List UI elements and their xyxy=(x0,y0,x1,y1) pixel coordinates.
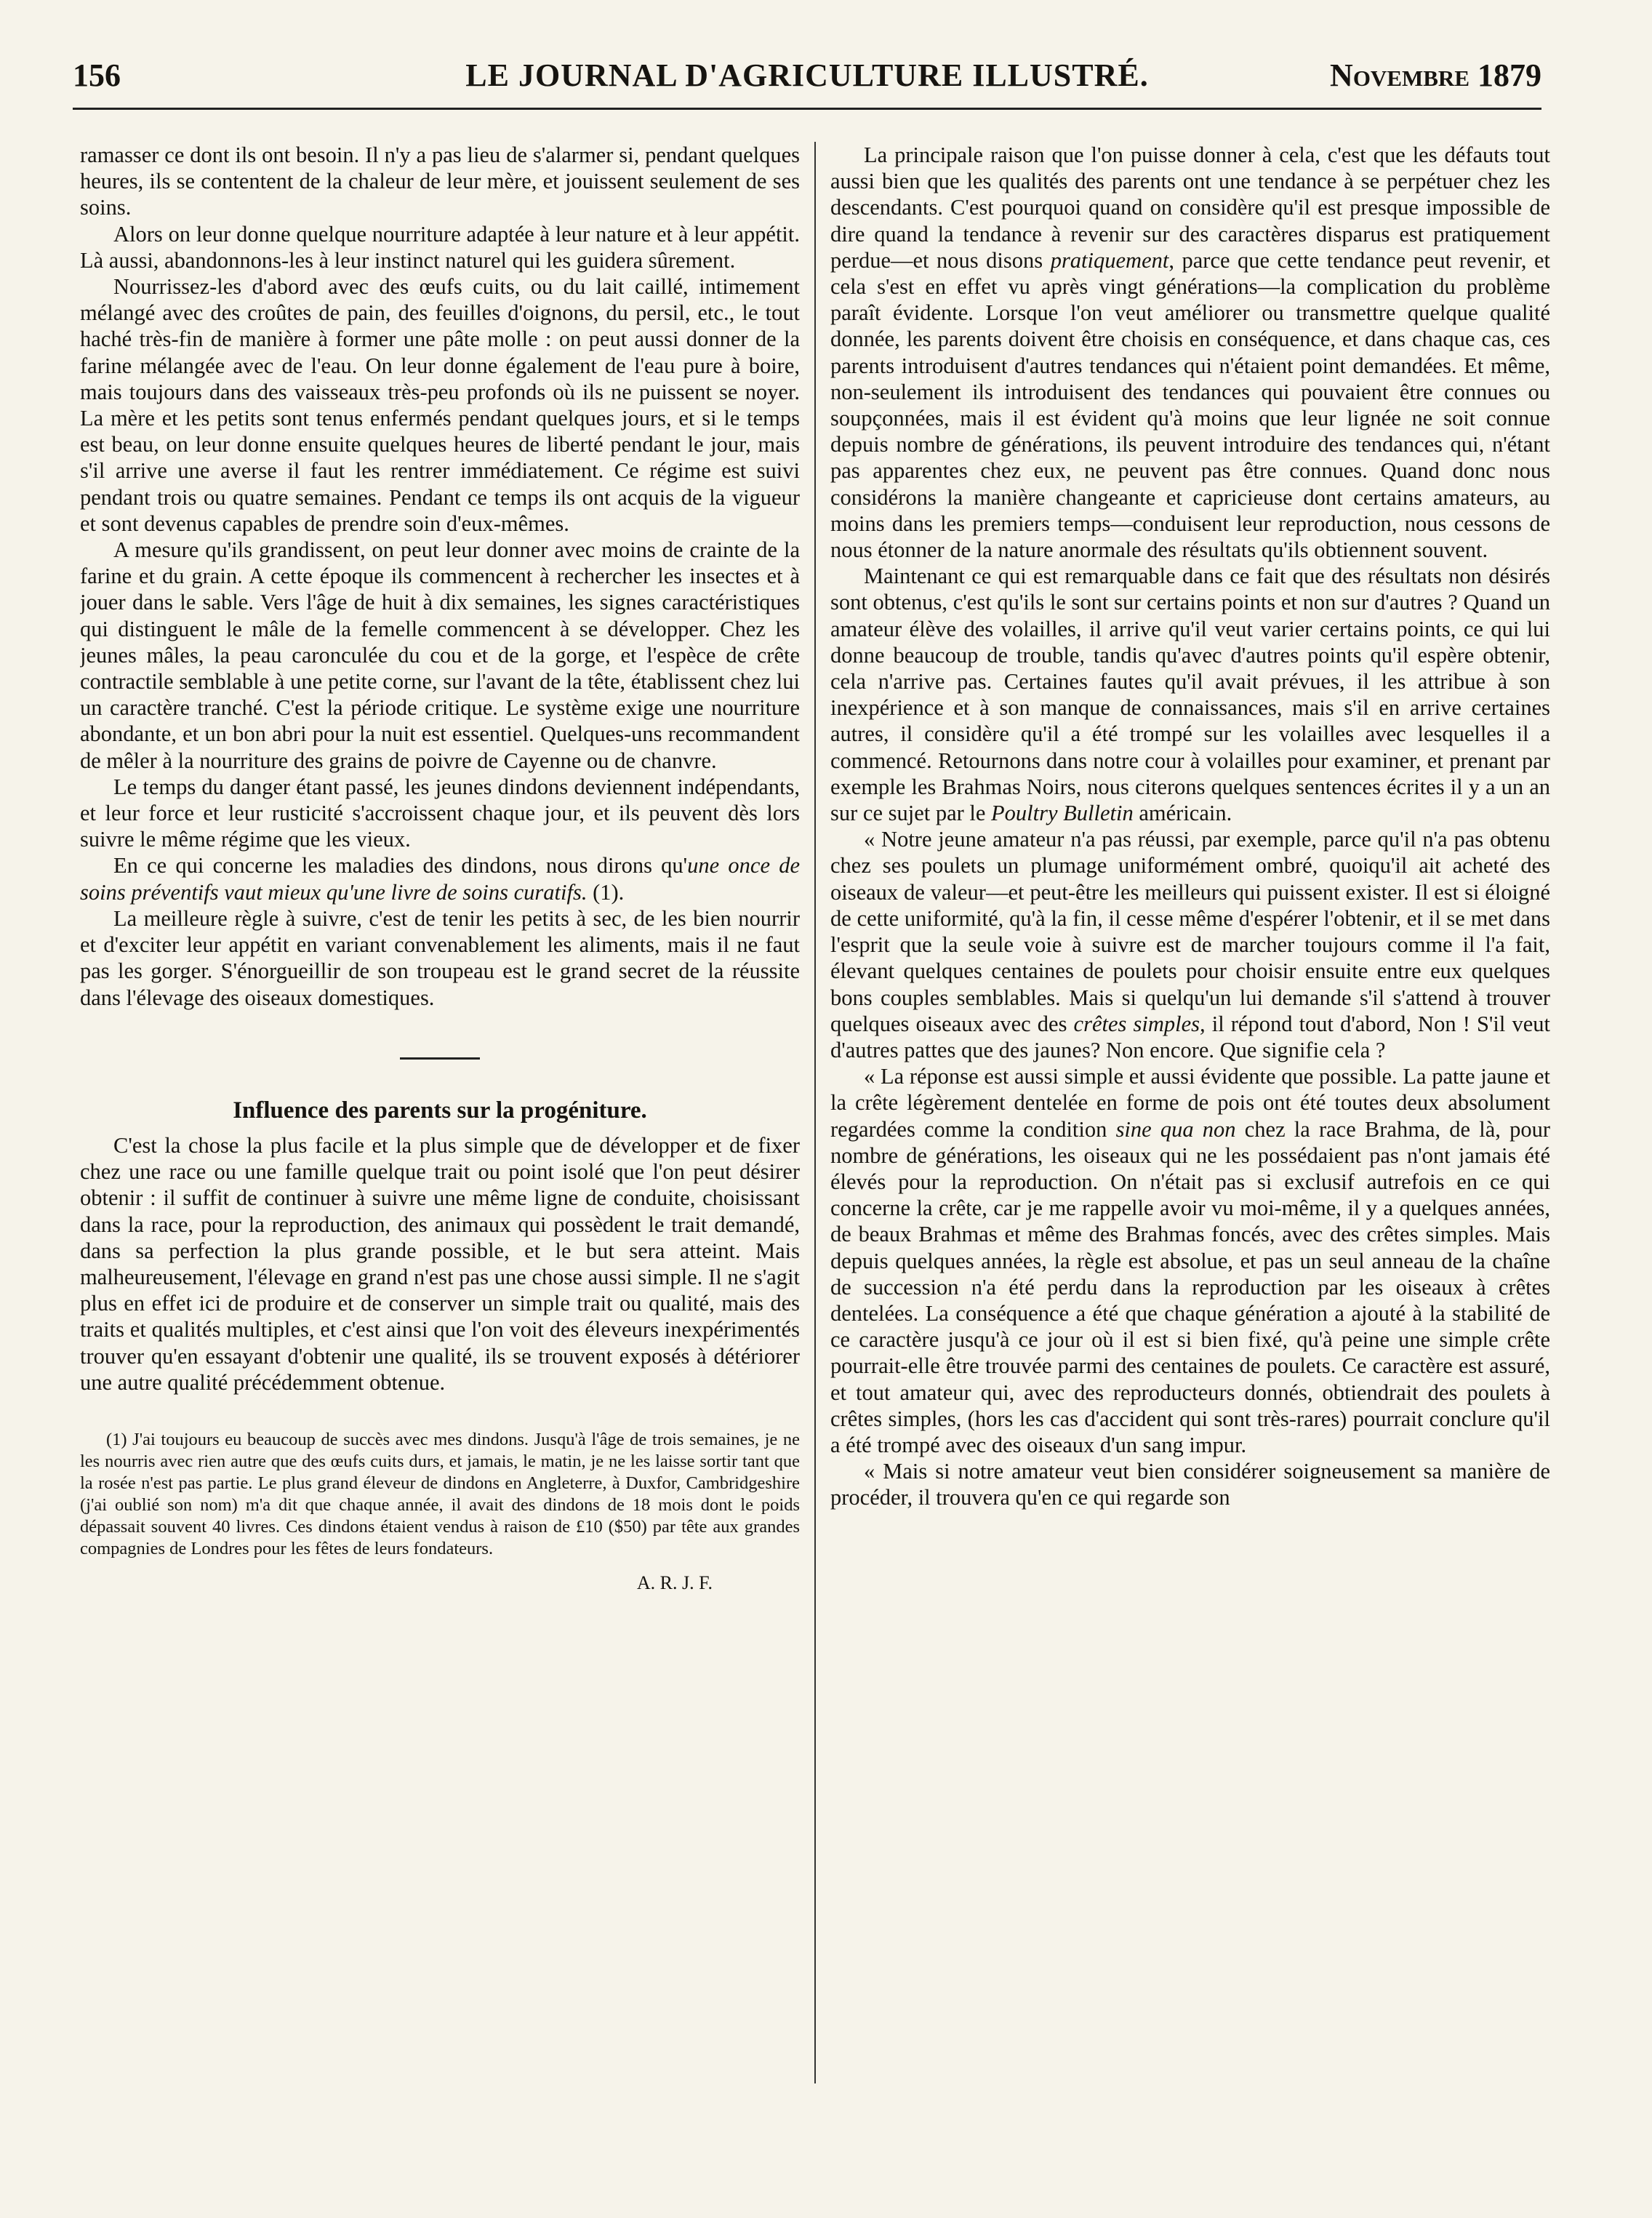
italic-text: sine qua non xyxy=(1115,1116,1236,1142)
paragraph: Alors on leur donne quelque nourriture adaptée à leur nature et à leur appétit. Là aussi, abandonnons-les à leur instinct naturel qui les guidera sûrement. xyxy=(80,221,800,273)
paragraph: « Mais si notre amateur veut bien considérer soigneusement sa manière de procéder, il trouvera qu'en ce qui regarde son xyxy=(830,1459,1550,1510)
text-run: il répond tout d'abord, Non ! S'il veut d'autres pattes que des jaunes? Non encore. Que signifie cela ? xyxy=(830,1011,1550,1062)
italic-text: crêtes simples, xyxy=(1073,1011,1206,1036)
journal-title: LE JOURNAL D'AGRICULTURE ILLUSTRÉ. xyxy=(465,57,1149,93)
text-run: La principale raison que l'on puisse donner à cela, c'est que les défauts tout aussi bien que les qualités des parents ont une tendance à se perpétuer chez les descendants. C'est pourquoi quand on considère qu'il est presque impossible de dire quand la tendance à revenir sur des caractères disparus est pratiquement perdue—et nous disons xyxy=(830,143,1550,273)
paragraph: Le temps du danger étant passé, les jeunes dindons deviennent indépendants, et leur force et leur rusticité s'accroissent chaque jour, et ils peuvent dès lors suivre le même régime que les vieux. xyxy=(80,774,800,852)
text-run: , parce que cette tendance peut revenir, et cela s'est en effet vu après vingt générations—la complication du problème paraît évidente. Lorsque l'on veut améliorer ou transmettre quelque qualité donnée, les parents doivent être choisis en conséquence, et dans chaque cas, ces parents introduisent d'autres tendances qui n'étaient point demandées. Et même, non-seulement ils introduisent des tendances qui pouvaient être connues ou soupçonnées, mais il est évident qu'à moins que leur lignée ne soit connue depuis nombre de générations, ils peuvent introduire des tendances qui, n'étant pas apparentes chez eux, ne peuvent pas être connues. Quand donc nous considérons la manière changeante et capricieuse dont certains amateurs, au moins dans les premiers temps—conduisent leur reproduction, nous cessons de nous étonner de la nature anormale des résultats qu'ils obtiennent souvent. xyxy=(830,247,1550,563)
text-run: chez la race Brahma, de là, pour nombre de générations, les oiseaux qui ne les possédaient pas n'ont jamais été élevés pour la reproduction. On n'était pas si exclusif autrefois en ce qui concerne la crête, car je me rappelle avoir vu moi-même, il y a quelques années, de beaux Brahmas et même des Brahmas foncés, avec des crêtes simples. Mais depuis quelques années, la règle est absolue, et pas un seul anneau de la chaîne de succession n'a été perdu dans la reproduction par les oiseaux à crêtes dentelées. La conséquence a été que chaque génération a ajouté à la stabilité de ce caractère jusqu'à ce jour où il est si bien fixé, qu'à peine une simple crête pourrait-elle être trouvée parmi des centaines de poulets. Ce caractère est assuré, et tout amateur qui, avec des reproducteurs donnés, obtiendrait des poulets à crêtes simples, (hors les cas d'accident qui sont très-rares) pourrait conclure qu'il a été trompé avec des oiseaux d'un sang impur. xyxy=(830,1116,1550,1457)
header-rule xyxy=(73,108,1541,110)
paragraph: ramasser ce dont ils ont besoin. Il n'y a pas lieu de s'alarmer si, pendant quelques heures, ils se contentent de la chaleur de leur mère, et jouissent seulement de ses soins. xyxy=(80,143,800,220)
text-run: américain. xyxy=(1133,801,1232,826)
italic-text: une once de soins préventifs vaut mieux qu'une livre de soins curatifs. xyxy=(80,853,800,905)
italic-text: pratiquement xyxy=(1050,247,1169,273)
left-column xyxy=(80,142,800,2134)
right-column xyxy=(830,142,1550,2134)
issue-date: Novembre 1879 xyxy=(1330,57,1541,93)
paragraph xyxy=(80,852,800,905)
text-run: Maintenant ce qui est remarquable dans ce fait que des résultats non désirés sont obtenus, c'est qu'ils le sont sur certains points et non sur d'autres ? Quand un amateur élève des volailles, il arrive qu'il veut varier certains points, ce qui lui donne beaucoup de trouble, tandis qu'avec d'autres points qu'il espère obtenir, cela n'arrive pas. Certaines fautes qu'il avait prévues, il les attribue à son inexpérience et à son manque de connaissances, mais s'il en arrive certaines autres, il considère qu'il a été trompé sur les volailles avec lesquelles il a commencé. Retournons dans notre cour à volailles pour examiner, et prenant par exemple les Brahmas Noirs, nous citerons quelques sentences écrites il y a un an sur ce sujet par le xyxy=(830,564,1550,826)
footnote-reference: (1). xyxy=(587,879,625,905)
paragraph: Nourrissez-les d'abord avec des œufs cuits, ou du lait caillé, intimement mélangé avec des croûtes de pain, des feuilles d'oignons, du persil, etc., le tout haché très-fin de manière à former une pâte molle : on peut aussi donner de la farine mélangée avec de l'eau. On leur donne également de l'eau pure à boire, mais toujours dans des vaisseaux très-peu profonds où ils ne puissent se noyer. La mère et les petits sont tenus enfermés pendant quelques jours, et si le temps est beau, on leur donne ensuite quelques heures de liberté pendant le jour, mais s'il arrive une averse il faut les rentrer immédiatement. Ce régime est suivi pendant trois ou quatre semaines. Pendant ce temps ils ont acquis de la vigueur et sont devenus capables de prendre soin d'eux-mêmes. xyxy=(80,274,800,536)
text-run: En ce qui concerne les maladies des dindons, nous dirons qu' xyxy=(113,853,688,878)
author-signature: A. R. J. F. xyxy=(636,1572,713,1593)
section-separator xyxy=(400,1057,480,1060)
page-number: 156 xyxy=(73,57,121,93)
paragraph xyxy=(830,1063,1550,1458)
paragraph xyxy=(830,563,1550,826)
paragraph: C'est la chose la plus facile et la plus simple que de développer et de fixer chez une race ou une famille quelque trait ou point isolé que l'on peut désirer obtenir : il suffit de continuer à suivre une même ligne de conduite, choisissant dans la race, pour la reproduction, des animaux qui possèdent le trait demandé, dans sa perfection la plus grande possible, et le but sera atteint. Mais malheureusement, l'élevage en grand n'est pas une chose aussi simple. Il ne s'agit plus en effet ici de produire et de conserver un simple trait ou qualité, mais des traits et qualités multiples, et c'est ainsi que l'on voit des éleveurs inexpérimentés trouver qu'en essayant d'obtenir une qualité, ils se trouvent exposés à détériorer une autre qualité précédemment obtenue. xyxy=(80,1132,800,1395)
text-run: « La réponse est aussi simple et aussi évidente que possible. La patte jaune et la crête légèrement dentelée en forme de pois ont été toutes deux absolument regardées comme la condition xyxy=(830,1064,1550,1142)
paragraph: La meilleure règle à suivre, c'est de tenir les petits à sec, de les bien nourrir et d'exciter leur appétit en variant convenablement les aliments, mais il ne faut pas les gorger. S'énorgueillir de son troupeau est le grand secret de la réussite dans l'élevage des oiseaux domestiques. xyxy=(80,905,800,1010)
text-run: « Notre jeune amateur n'a pas réussi, par exemple, parce qu'il n'a pas obtenu chez ses poulets un plumage uniformément ombré, quoiqu'il ait acheté des oiseaux de valeur—et peut-être les meilleurs qui puissent exister. Il est si éloigné de cette uniformité, qu'à la fin, il cesse même d'espérer l'obtenir, et il se met dans l'esprit que la seule voie à suivre est de marcher toujours comme il l'a fait, élevant quelques centaines de poulets pour choisir ensuite entre eux quelques bons couples semblables. Mais si quelqu'un lui demande s'il s'attend à trouver quelques oiseaux avec des xyxy=(830,827,1550,1036)
paragraph xyxy=(830,826,1550,1063)
column-divider xyxy=(814,142,816,2083)
section-title: Influence des parents sur la progéniture. xyxy=(233,1097,647,1124)
page-header xyxy=(73,57,1541,100)
paragraph xyxy=(830,142,1550,563)
paragraph: A mesure qu'ils grandissent, on peut leur donner avec moins de crainte de la farine et du grain. A cette époque ils commencent à rechercher les insectes et à jouer dans le sable. Vers l'âge de huit à dix semaines, les signes caractéristiques qui distinguent le mâle de la femelle commencent à se développer. Chez les jeunes mâles, la peau caronculée du cou et de la gorge, et l'espèce de crête contractile semblable à une petite corne, sur l'avant de la tête, établissent chez lui un caractère tranché. C'est la période critique. Le système exige une nourriture abondante, et un bon abri pour la nuit est essentiel. Quelques-uns recommandent de mêler à la nourriture des grains de poivre de Cayenne ou de chanvre. xyxy=(80,537,800,773)
footnote: (1) J'ai toujours eu beaucoup de succès avec mes dindons. Jusqu'à l'âge de trois semaines, je ne les nourris avec rien autre que des œufs cuits durs, et jamais, le matin, je ne les laisse sortir tant que la rosée n'est pas partie. Le plus grand éleveur de dindons en Angleterre, à Duxfor, Cambridgeshire (j'ai oublié son nom) m'a dit que chaque année, il avait des dindons de 18 mois dont le poids dépassait souvent 40 livres. Ces dindons étaient vendus à raison de £10 ($50) par tête aux grandes compagnies de Londres pour les fêtes de leurs fondateurs. xyxy=(80,1429,800,1558)
italic-text: Poultry Bulletin xyxy=(991,801,1134,826)
